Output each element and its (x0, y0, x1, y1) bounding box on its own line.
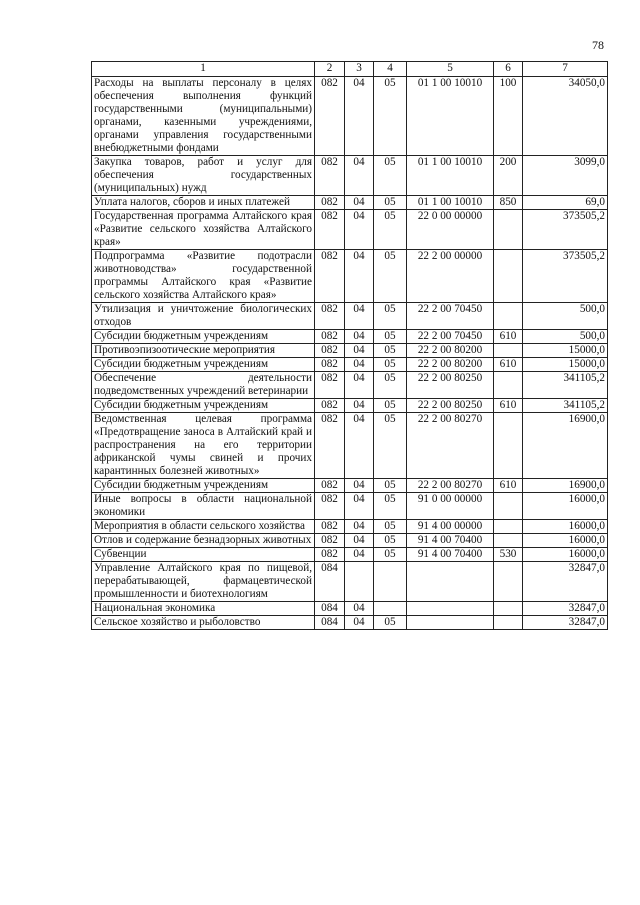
gr-code-cell: 082 (315, 344, 345, 358)
table-row (92, 562, 608, 602)
target-article-cell (407, 616, 494, 630)
amount-cell: 373505,2 (523, 210, 608, 250)
row-name-cell: Утилизация и уничтожение биологических отходов (92, 303, 315, 330)
subsection-cell (374, 602, 407, 616)
row-name-cell: Уплата налогов, сборов и иных платежей (92, 196, 315, 210)
row-name-cell: Закупка товаров, работ и услуг для обеспечения государственных (муниципальных) нужд (92, 156, 315, 196)
amount-cell: 16000,0 (523, 493, 608, 520)
subsection-cell: 05 (374, 479, 407, 493)
target-article-cell: 01 1 00 10010 (407, 77, 494, 156)
section-cell: 04 (345, 196, 374, 210)
subsection-cell: 05 (374, 156, 407, 196)
section-cell: 04 (345, 156, 374, 196)
expense-type-cell: 610 (494, 399, 523, 413)
target-article-cell: 91 4 00 70400 (407, 534, 494, 548)
row-name-cell: Субсидии бюджетным учреждениям (92, 358, 315, 372)
section-cell: 04 (345, 330, 374, 344)
subsection-cell: 05 (374, 520, 407, 534)
subsection-cell: 05 (374, 196, 407, 210)
table-row (92, 413, 608, 479)
target-article-cell: 22 2 00 80270 (407, 479, 494, 493)
amount-cell: 16900,0 (523, 479, 608, 493)
row-name-cell: Отлов и содержание безнадзорных животных (92, 534, 315, 548)
table-header-row (92, 62, 608, 77)
target-article-cell: 22 2 00 80250 (407, 399, 494, 413)
expense-type-cell (494, 250, 523, 303)
table-row (92, 534, 608, 548)
section-cell: 04 (345, 372, 374, 399)
budget-table (91, 61, 608, 630)
amount-cell: 16900,0 (523, 413, 608, 479)
subsection-cell: 05 (374, 344, 407, 358)
table-row (92, 479, 608, 493)
gr-code-cell: 082 (315, 520, 345, 534)
row-name-cell: Подпрограмма «Развитие подотрасли животноводства» государственной программы Алтайского края «Развитие сельского хозяйства Алтайского края» (92, 250, 315, 303)
gr-code-cell: 084 (315, 616, 345, 630)
target-article-cell: 22 0 00 00000 (407, 210, 494, 250)
section-cell: 04 (345, 534, 374, 548)
table-row (92, 493, 608, 520)
expense-type-cell: 100 (494, 77, 523, 156)
expense-type-cell (494, 602, 523, 616)
target-article-cell: 01 1 00 10010 (407, 156, 494, 196)
gr-code-cell: 082 (315, 399, 345, 413)
amount-cell: 15000,0 (523, 344, 608, 358)
amount-cell: 16000,0 (523, 520, 608, 534)
subsection-cell: 05 (374, 413, 407, 479)
amount-cell: 341105,2 (523, 399, 608, 413)
subsection-cell: 05 (374, 330, 407, 344)
amount-cell: 500,0 (523, 303, 608, 330)
target-article-cell: 91 0 00 00000 (407, 493, 494, 520)
expense-type-cell (494, 210, 523, 250)
row-name-cell: Сельское хозяйство и рыболовство (92, 616, 315, 630)
row-name-cell: Иные вопросы в области национальной экономики (92, 493, 315, 520)
target-article-cell: 22 2 00 70450 (407, 330, 494, 344)
expense-type-cell (494, 534, 523, 548)
row-name-cell: Обеспечение деятельности подведомственных учреждений ветеринарии (92, 372, 315, 399)
gr-code-cell: 082 (315, 77, 345, 156)
table-row (92, 303, 608, 330)
header-cell: 3 (345, 62, 374, 77)
gr-code-cell: 084 (315, 562, 345, 602)
subsection-cell: 05 (374, 303, 407, 330)
subsection-cell: 05 (374, 534, 407, 548)
table-row (92, 344, 608, 358)
row-name-cell: Противоэпизоотические мероприятия (92, 344, 315, 358)
table-row (92, 520, 608, 534)
row-name-cell: Субсидии бюджетным учреждениям (92, 479, 315, 493)
gr-code-cell: 082 (315, 493, 345, 520)
section-cell: 04 (345, 602, 374, 616)
table-row (92, 330, 608, 344)
section-cell: 04 (345, 210, 374, 250)
gr-code-cell: 082 (315, 372, 345, 399)
section-cell: 04 (345, 520, 374, 534)
table-row (92, 372, 608, 399)
section-cell: 04 (345, 479, 374, 493)
gr-code-cell: 082 (315, 548, 345, 562)
subsection-cell (374, 562, 407, 602)
target-article-cell (407, 602, 494, 616)
table-row (92, 358, 608, 372)
amount-cell: 500,0 (523, 330, 608, 344)
expense-type-cell: 610 (494, 479, 523, 493)
table-row (92, 196, 608, 210)
expense-type-cell (494, 413, 523, 479)
subsection-cell: 05 (374, 399, 407, 413)
amount-cell: 15000,0 (523, 358, 608, 372)
subsection-cell: 05 (374, 77, 407, 156)
gr-code-cell: 084 (315, 602, 345, 616)
header-cell: 4 (374, 62, 407, 77)
gr-code-cell: 082 (315, 534, 345, 548)
table-row (92, 548, 608, 562)
section-cell: 04 (345, 77, 374, 156)
section-cell: 04 (345, 548, 374, 562)
header-cell: 6 (494, 62, 523, 77)
section-cell (345, 562, 374, 602)
target-article-cell: 22 2 00 80200 (407, 358, 494, 372)
section-cell: 04 (345, 493, 374, 520)
row-name-cell: Управление Алтайского края по пищевой, перерабатывающей, фармацевтической промышленности и биотехнологиям (92, 562, 315, 602)
row-name-cell: Государственная программа Алтайского края «Развитие сельского хозяйства Алтайского края» (92, 210, 315, 250)
target-article-cell: 91 4 00 00000 (407, 520, 494, 534)
amount-cell: 32847,0 (523, 602, 608, 616)
row-name-cell: Ведомственная целевая программа «Предотвращение заноса в Алтайский край и распространения на его территории африканской чумы свиней и прочих карантинных болезней животных» (92, 413, 315, 479)
expense-type-cell: 610 (494, 358, 523, 372)
gr-code-cell: 082 (315, 479, 345, 493)
table-row (92, 250, 608, 303)
expense-type-cell (494, 520, 523, 534)
gr-code-cell: 082 (315, 303, 345, 330)
amount-cell: 34050,0 (523, 77, 608, 156)
gr-code-cell: 082 (315, 358, 345, 372)
section-cell: 04 (345, 616, 374, 630)
gr-code-cell: 082 (315, 156, 345, 196)
target-article-cell: 22 2 00 80250 (407, 372, 494, 399)
section-cell: 04 (345, 250, 374, 303)
target-article-cell: 22 2 00 80270 (407, 413, 494, 479)
subsection-cell: 05 (374, 358, 407, 372)
gr-code-cell: 082 (315, 196, 345, 210)
row-name-cell: Субвенции (92, 548, 315, 562)
table-row (92, 602, 608, 616)
table-row (92, 616, 608, 630)
table-row (92, 156, 608, 196)
expense-type-cell (494, 616, 523, 630)
section-cell: 04 (345, 399, 374, 413)
header-cell: 5 (407, 62, 494, 77)
header-cell: 7 (523, 62, 608, 77)
target-article-cell: 22 2 00 70450 (407, 303, 494, 330)
subsection-cell: 05 (374, 616, 407, 630)
row-name-cell: Субсидии бюджетным учреждениям (92, 399, 315, 413)
expense-type-cell (494, 493, 523, 520)
table-row (92, 77, 608, 156)
table-row (92, 210, 608, 250)
row-name-cell: Субсидии бюджетным учреждениям (92, 330, 315, 344)
expense-type-cell: 530 (494, 548, 523, 562)
section-cell: 04 (345, 303, 374, 330)
amount-cell: 373505,2 (523, 250, 608, 303)
target-article-cell: 01 1 00 10010 (407, 196, 494, 210)
section-cell: 04 (345, 358, 374, 372)
subsection-cell: 05 (374, 548, 407, 562)
gr-code-cell: 082 (315, 413, 345, 479)
amount-cell: 16000,0 (523, 534, 608, 548)
header-cell: 2 (315, 62, 345, 77)
expense-type-cell: 200 (494, 156, 523, 196)
subsection-cell: 05 (374, 250, 407, 303)
expense-type-cell (494, 372, 523, 399)
amount-cell: 69,0 (523, 196, 608, 210)
row-name-cell: Мероприятия в области сельского хозяйства (92, 520, 315, 534)
expense-type-cell (494, 562, 523, 602)
expense-type-cell (494, 344, 523, 358)
target-article-cell: 91 4 00 70400 (407, 548, 494, 562)
subsection-cell: 05 (374, 210, 407, 250)
table-row (92, 399, 608, 413)
gr-code-cell: 082 (315, 250, 345, 303)
row-name-cell: Национальная экономика (92, 602, 315, 616)
subsection-cell: 05 (374, 372, 407, 399)
expense-type-cell (494, 303, 523, 330)
section-cell: 04 (345, 344, 374, 358)
target-article-cell: 22 2 00 80200 (407, 344, 494, 358)
amount-cell: 341105,2 (523, 372, 608, 399)
amount-cell: 32847,0 (523, 616, 608, 630)
expense-type-cell: 850 (494, 196, 523, 210)
amount-cell: 32847,0 (523, 562, 608, 602)
header-cell: 1 (92, 62, 315, 77)
row-name-cell: Расходы на выплаты персоналу в целях обеспечения выполнения функций государственными (муниципальными) органами, казенными учреждениями, органами управления государственными внебюджетными фондами (92, 77, 315, 156)
amount-cell: 16000,0 (523, 548, 608, 562)
amount-cell: 3099,0 (523, 156, 608, 196)
gr-code-cell: 082 (315, 330, 345, 344)
subsection-cell: 05 (374, 493, 407, 520)
target-article-cell (407, 562, 494, 602)
target-article-cell: 22 2 00 00000 (407, 250, 494, 303)
page-number: 78 (592, 38, 604, 52)
section-cell: 04 (345, 413, 374, 479)
expense-type-cell: 610 (494, 330, 523, 344)
gr-code-cell: 082 (315, 210, 345, 250)
